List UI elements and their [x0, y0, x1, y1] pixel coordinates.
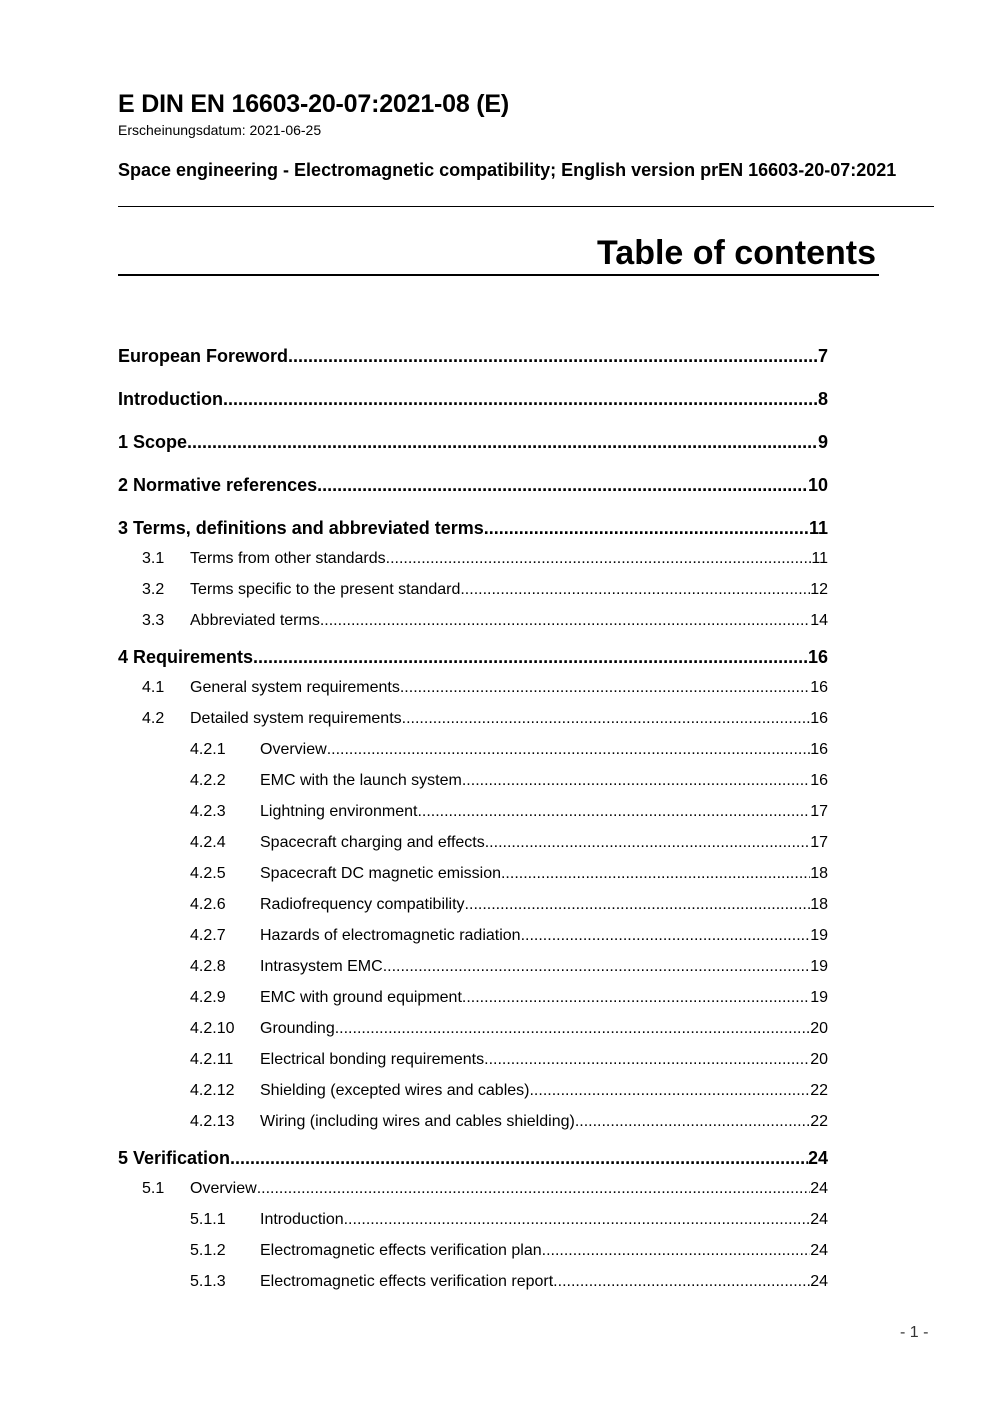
toc-entry-number: 4.2.11	[190, 1051, 234, 1068]
toc-entry-page: 24	[807, 1148, 828, 1168]
toc-entry-title: 4 Requirements	[118, 647, 254, 667]
toc-heading-underline	[118, 274, 879, 276]
toc-leader-dots	[253, 641, 808, 673]
table-of-contents	[118, 340, 828, 1302]
toc-entry-title: Lightning environment	[260, 803, 418, 820]
toc-entry-title: 1 Scope	[118, 432, 188, 452]
toc-entry-title: Introduction	[260, 1211, 344, 1228]
toc-entry-page: 24	[810, 1180, 828, 1197]
toc-entry[interactable]	[118, 1240, 828, 1271]
toc-leader-dots	[402, 708, 811, 730]
toc-entry-title: 2 Normative references	[118, 475, 318, 495]
toc-entry-page: 8	[817, 389, 828, 409]
toc-entry-page: 16	[810, 772, 828, 789]
toc-entry[interactable]	[118, 1049, 828, 1080]
toc-leader-dots	[344, 1209, 811, 1231]
toc-entry-title: Radiofrequency compatibility	[260, 896, 465, 913]
toc-entry-page: 24	[810, 1211, 828, 1228]
toc-entry[interactable]	[118, 512, 828, 548]
toc-entry-page: 24	[810, 1242, 828, 1259]
toc-entry-title: General system requirements	[190, 679, 400, 696]
toc-entry-page: 18	[810, 865, 828, 882]
toc-entry[interactable]	[118, 987, 828, 1018]
toc-leader-dots	[465, 894, 811, 916]
toc-entry-page: 16	[807, 647, 828, 667]
toc-entry-number: 5.1	[142, 1180, 165, 1197]
toc-leader-dots	[542, 1240, 811, 1262]
toc-entry-title: Overview	[190, 1180, 257, 1197]
toc-entry-number: 4.2.10	[190, 1020, 235, 1037]
toc-entry-title: Detailed system requirements	[190, 710, 402, 727]
toc-entry-number: 4.2.4	[190, 834, 226, 851]
toc-entry-title: EMC with ground equipment	[260, 989, 462, 1006]
toc-leader-dots	[485, 832, 810, 854]
toc-entry-title: Introduction	[118, 389, 223, 409]
toc-entry-number: 3.3	[142, 612, 165, 629]
toc-entry-page: 12	[810, 581, 828, 598]
toc-entry-page: 16	[810, 741, 828, 758]
toc-leader-dots	[462, 770, 810, 792]
document-id: E DIN EN 16603-20-07:2021-08 (E)	[118, 90, 510, 118]
toc-entry[interactable]	[118, 708, 828, 739]
toc-entry[interactable]	[118, 956, 828, 987]
toc-entry-page: 14	[810, 612, 828, 629]
header-divider	[118, 206, 934, 207]
toc-leader-dots	[335, 1018, 810, 1040]
toc-leader-dots	[521, 925, 811, 947]
toc-entry-number: 3.2	[142, 581, 165, 598]
toc-leader-dots	[529, 1080, 810, 1102]
toc-entry[interactable]	[118, 641, 828, 677]
toc-entry-page: 17	[810, 834, 828, 851]
toc-entry-page: 11	[808, 518, 828, 538]
toc-entry-page: 20	[810, 1020, 828, 1037]
toc-entry-title: Terms specific to the present standard	[190, 581, 461, 598]
toc-entry[interactable]	[118, 1080, 828, 1111]
toc-entry[interactable]	[118, 770, 828, 801]
toc-leader-dots	[187, 426, 818, 458]
toc-entry-number: 4.2.6	[190, 896, 226, 913]
toc-entry-page: 19	[810, 927, 828, 944]
toc-entry-number: 3.1	[142, 550, 165, 567]
toc-entry-title: 3 Terms, definitions and abbreviated terms	[118, 518, 484, 538]
toc-entry[interactable]	[118, 832, 828, 863]
toc-leader-dots	[383, 956, 811, 978]
toc-entry-page: 19	[810, 958, 828, 975]
toc-entry[interactable]	[118, 677, 828, 708]
document-title: Space engineering - Electromagnetic compatibility; English version prEN 16603-20-07:2021	[118, 160, 897, 180]
toc-entry-page: 10	[807, 475, 828, 495]
toc-entry[interactable]	[118, 469, 828, 512]
toc-entry-number: 4.2.2	[190, 772, 226, 789]
toc-entry-number: 5.1.1	[190, 1211, 226, 1228]
toc-entry-number: 5.1.3	[190, 1273, 226, 1290]
toc-entry[interactable]	[118, 383, 828, 426]
toc-entry-page: 18	[810, 896, 828, 913]
toc-entry-page: 11	[811, 550, 828, 567]
toc-leader-dots	[553, 1271, 810, 1293]
toc-entry-page: 20	[810, 1051, 828, 1068]
toc-entry-number: 4.2.7	[190, 927, 226, 944]
toc-entry-number: 4.1	[142, 679, 165, 696]
toc-entry[interactable]	[118, 579, 828, 610]
toc-entry-title: 5 Verification	[118, 1148, 231, 1168]
toc-entry-title: Overview	[260, 741, 327, 758]
toc-entry-title: Electrical bonding requirements	[260, 1051, 485, 1068]
toc-leader-dots	[484, 1049, 810, 1071]
toc-leader-dots	[400, 677, 810, 699]
toc-entry-title: Intrasystem EMC	[260, 958, 383, 975]
toc-entry[interactable]	[118, 610, 828, 641]
toc-entry[interactable]	[118, 739, 828, 770]
toc-entry-page: 7	[817, 346, 828, 366]
toc-leader-dots	[462, 987, 810, 1009]
page-number: - 1 -	[900, 1324, 929, 1341]
toc-entry-title: Spacecraft charging and effects	[260, 834, 485, 851]
toc-entry-number: 4.2.1	[190, 741, 226, 758]
toc-leader-dots	[417, 801, 810, 823]
toc-leader-dots	[288, 340, 818, 372]
toc-entry-title: EMC with the launch system	[260, 772, 462, 789]
toc-entry-number: 4.2.13	[190, 1113, 235, 1130]
toc-entry-title: European Foreword	[118, 346, 289, 366]
toc-entry-title: Grounding	[260, 1020, 335, 1037]
toc-entry-title: Spacecraft DC magnetic emission	[260, 865, 501, 882]
toc-leader-dots	[223, 383, 818, 415]
toc-leader-dots	[327, 739, 811, 761]
toc-entry-number: 4.2.5	[190, 865, 226, 882]
toc-entry-title: Abbreviated terms	[190, 612, 320, 629]
toc-entry[interactable]	[118, 340, 828, 383]
toc-entry-title: Electromagnetic effects verification plan	[260, 1242, 542, 1259]
toc-heading: Table of contents	[597, 234, 876, 272]
toc-leader-dots	[460, 579, 810, 601]
toc-entry-title: Hazards of electromagnetic radiation	[260, 927, 521, 944]
toc-leader-dots	[575, 1111, 810, 1133]
toc-leader-dots	[320, 610, 810, 632]
toc-entry-title: Terms from other standards	[190, 550, 386, 567]
toc-entry[interactable]	[118, 1178, 828, 1209]
toc-entry[interactable]	[118, 801, 828, 832]
toc-entry-page: 22	[810, 1113, 828, 1130]
toc-entry-number: 4.2.8	[190, 958, 226, 975]
toc-entry-number: 4.2.12	[190, 1082, 235, 1099]
toc-entry-number: 4.2	[142, 710, 165, 727]
toc-entry[interactable]	[118, 1209, 828, 1240]
toc-entry[interactable]	[118, 1271, 828, 1302]
toc-leader-dots	[484, 512, 809, 544]
toc-entry[interactable]	[118, 1111, 828, 1142]
toc-entry-page: 19	[810, 989, 828, 1006]
toc-leader-dots	[386, 548, 812, 570]
toc-entry[interactable]	[118, 548, 828, 579]
toc-entry[interactable]	[118, 426, 828, 469]
toc-entry-page: 17	[810, 803, 828, 820]
toc-entry[interactable]	[118, 1018, 828, 1049]
toc-entry-page: 24	[810, 1273, 828, 1290]
toc-entry-number: 5.1.2	[190, 1242, 226, 1259]
toc-leader-dots	[501, 863, 810, 885]
toc-entry[interactable]	[118, 925, 828, 956]
toc-entry-title: Wiring (including wires and cables shielding)	[260, 1113, 575, 1130]
toc-entry[interactable]	[118, 863, 828, 894]
toc-entry-page: 9	[817, 432, 828, 452]
toc-entry-title: Electromagnetic effects verification report	[260, 1273, 554, 1290]
toc-entry-page: 16	[810, 679, 828, 696]
toc-leader-dots	[257, 1178, 811, 1200]
toc-entry-number: 4.2.3	[190, 803, 226, 820]
toc-entry-number: 4.2.9	[190, 989, 226, 1006]
publication-date: Erscheinungsdatum: 2021-06-25	[118, 122, 322, 138]
toc-entry-page: 22	[810, 1082, 828, 1099]
toc-entry[interactable]	[118, 1142, 828, 1178]
toc-entry[interactable]	[118, 894, 828, 925]
toc-leader-dots	[230, 1142, 808, 1174]
toc-leader-dots	[317, 469, 808, 501]
toc-entry-page: 16	[810, 710, 828, 727]
toc-entry-title: Shielding (excepted wires and cables)	[260, 1082, 530, 1099]
